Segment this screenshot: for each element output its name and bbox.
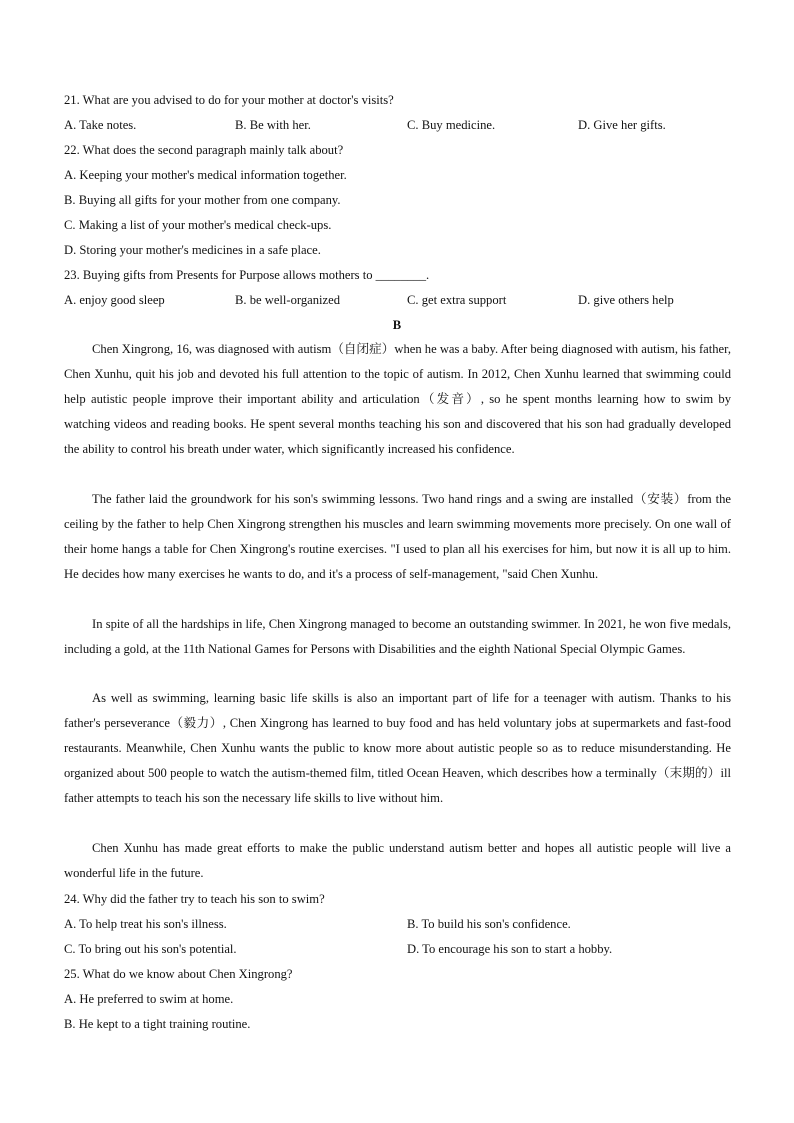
- q21-option-d: D. Give her gifts.: [578, 118, 666, 132]
- passage-paragraph-1: Chen Xingrong, 16, was diagnosed with autism（自闭症）when he was a baby. After being diagnosed with autism, his father, Chen Xunhu, quit his job and devoted his full attention to the topic of autism. In 2012, Chen Xunhu learned that swimming could help autistic people improve their important ability and articulation（发音）, so he spent months learning how to swim by watching videos and reading books. He spent several months teaching his son and discovered that his son had gradually developed the ability to control his breath under water, which significantly increased his confidence.: [64, 342, 731, 456]
- q21-option-a: A. Take notes.: [64, 118, 137, 132]
- q25-option-b: B. He kept to a tight training routine.: [64, 1017, 251, 1031]
- question-25: 25. What do we know about Chen Xingrong?: [64, 967, 293, 981]
- question-23: 23. Buying gifts from Presents for Purpose allows mothers to ________.: [64, 268, 430, 282]
- q22-option-b: B. Buying all gifts for your mother from one company.: [64, 193, 341, 207]
- q24-option-d: D. To encourage his son to start a hobby.: [407, 942, 613, 956]
- q22-option-d: D. Storing your mother's medicines in a safe place.: [64, 243, 321, 257]
- q21-option-c: C. Buy medicine.: [407, 118, 496, 132]
- q24-option-b: B. To build his son's confidence.: [407, 917, 571, 931]
- question-24: 24. Why did the father try to teach his son to swim?: [64, 892, 325, 906]
- q21-option-b: B. Be with her.: [235, 118, 311, 132]
- q25-option-a: A. He preferred to swim at home.: [64, 992, 234, 1006]
- q24-option-a: A. To help treat his son's illness.: [64, 917, 227, 931]
- passage-paragraph-5: Chen Xunhu has made great efforts to make the public understand autism better and hopes all autistic people will live a wonderful life in the future.: [64, 841, 731, 880]
- q22-option-a: A. Keeping your mother's medical information together.: [64, 168, 347, 182]
- section-b-title: B: [392, 318, 402, 332]
- q23-option-c: C. get extra support: [407, 293, 507, 307]
- passage-paragraph-2: The father laid the groundwork for his son's swimming lessons. Two hand rings and a swing are installed（安装）from the ceiling by the father to help Chen Xingrong strengthen his muscles and learn swimming movements more precisely. On one wall of their home hangs a table for Chen Xingrong's routine exercises. "I used to plan all his exercises for him, but now it is all up to him. He decides how many exercises he wants to do, and it's a process of self-management, "said Chen Xunhu.: [64, 492, 731, 581]
- question-21: 21. What are you advised to do for your mother at doctor's visits?: [64, 93, 394, 107]
- q23-option-b: B. be well-organized: [235, 293, 341, 307]
- q22-option-c: C. Making a list of your mother's medical check-ups.: [64, 218, 332, 232]
- q23-option-d: D. give others help: [578, 293, 674, 307]
- q23-option-a: A. enjoy good sleep: [64, 293, 165, 307]
- q24-option-c: C. To bring out his son's potential.: [64, 942, 237, 956]
- passage-paragraph-3: In spite of all the hardships in life, Chen Xingrong managed to become an outstanding swimmer. In 2021, he won five medals, including a gold, at the 11th National Games for Persons with Disabilities and the eighth National Special Olympic Games.: [64, 617, 731, 656]
- passage-paragraph-4: As well as swimming, learning basic life skills is also an important part of life for a teenager with autism. Thanks to his father's perseverance（毅力）, Chen Xingrong has learned to buy food and has held voluntary jobs at supermarkets and fast-food restaurants. Meanwhile, Chen Xunhu wants the public to know more about autistic people so as to reduce misunderstanding. He organized about 500 people to watch the autism-themed film, titled Ocean Heaven, which describes how a terminally（末期的）ill father attempts to teach his son the necessary life skills to live without him.: [64, 691, 731, 805]
- question-22: 22. What does the second paragraph mainly talk about?: [64, 143, 344, 157]
